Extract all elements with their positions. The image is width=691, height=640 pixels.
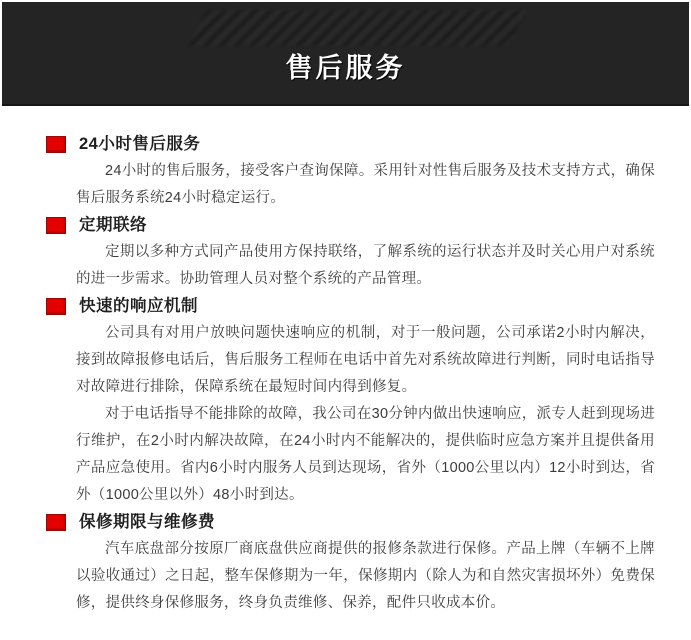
section-paragraph: 汽车底盘部分按原厂商底盘供应商提供的报修条款进行保修。产品上牌（车辆不上牌以验收通过）之日起，整车保修期为一年，保修期内（除人为和自然灾害损坏外）免费保修，提供终身保修服务，终身负责维修、保养，配件只收成本价。	[76, 541, 655, 611]
section-warranty-fees	[46, 509, 655, 617]
section-heading-text: 保修期限与维修费	[79, 513, 215, 531]
red-square-bullet-icon	[46, 298, 66, 315]
section-paragraph: 定期以多种方式同产品使用方保持联络，了解系统的运行状态并及时关心用户对系统的进一步需求。协助管理人员对整个系统的产品管理。	[76, 244, 655, 287]
section-heading	[46, 131, 655, 158]
section-heading	[46, 509, 655, 536]
section-rapid-response	[46, 293, 655, 509]
banner-watermark	[187, 10, 526, 46]
section-heading-text: 24小时售后服务	[79, 135, 201, 153]
page-title: 售后服务	[285, 53, 406, 83]
red-square-bullet-icon	[46, 514, 66, 531]
section-paragraph: 24小时的售后服务，接受客户查询保障。采用针对性售后服务及技术支持方式，确保售后服务系统24小时稳定运行。	[76, 163, 655, 206]
section-24h-service	[46, 131, 655, 212]
section-banner	[2, 2, 689, 106]
section-paragraph: 对于电话指导不能排除的故障，我公司在30分钟内做出快速响应，派专人赶到现场进行维护，在2小时内解决故障，在24小时内不能解决的，提供临时应急方案并且提供备用产品应急使用。省内6小时内服务人员到达现场，省外（1000公里以内）12小时到达，省外（1000公里以外）48小时到达。	[76, 406, 655, 503]
red-square-bullet-icon	[46, 217, 66, 234]
section-paragraph: 公司具有对用户放映问题快速响应的机制，对于一般问题，公司承诺2小时内解决，接到故障报修电话后，售后服务工程师在电话中首先对系统故障进行判断，同时电话指导对故障进行排除，保障系统在最短时间内得到修复。	[76, 325, 655, 395]
section-heading-text: 定期联络	[79, 216, 147, 234]
section-heading-text: 快速的响应机制	[79, 297, 198, 315]
section-heading	[46, 293, 655, 320]
red-square-bullet-icon	[46, 136, 66, 153]
section-regular-contact	[46, 212, 655, 293]
content-area	[0, 106, 691, 617]
section-heading	[46, 212, 655, 239]
